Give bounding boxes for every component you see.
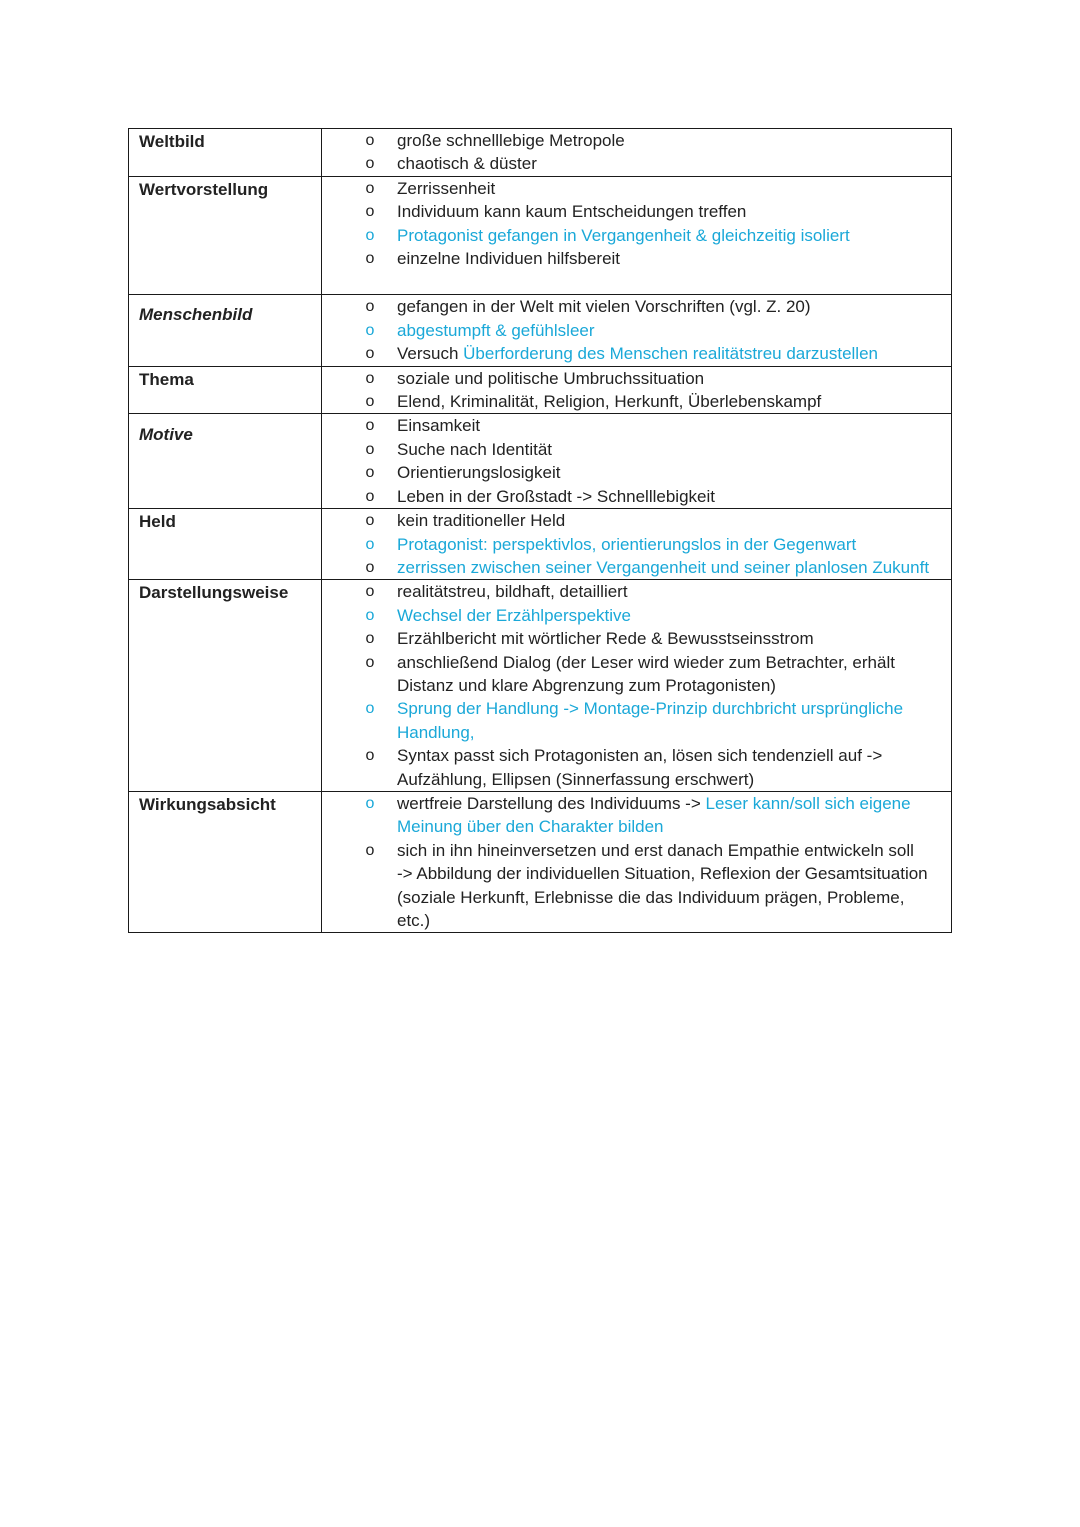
bullet-list [322,414,951,508]
bullet-circle-icon: o [365,155,375,173]
bullet-text: gefangen in der Welt mit vielen Vorschriften (vgl. Z. 20) [397,297,811,317]
bullet-circle-icon: o [365,369,375,387]
list-item [322,247,941,270]
row-label-cell [129,414,322,509]
list-item [322,744,941,791]
bullet-text: Orientierungslosigkeit [397,463,561,483]
bullet-list [322,367,951,414]
row-label-cell [129,129,322,177]
bullet-text: einzelne Individuen hilfsbereit [397,249,621,269]
table-row [129,295,952,366]
bullet-text: große schnelllebige Metropole [397,131,625,150]
row-label-cell [129,295,322,366]
row-label: Weltbild [139,132,205,151]
bullet-circle-icon: o [365,298,375,316]
row-content-cell [322,791,952,932]
list-item [322,580,941,603]
bullet-circle-icon: o [365,487,375,505]
bullet-list [322,580,951,791]
list-item [322,224,941,247]
table-row [129,414,952,509]
bullet-text: Einsamkeit [397,416,481,436]
bullet-text: Leben in der Großstadt -> Schnelllebigkeit [397,486,715,506]
bullet-circle-icon: o [365,535,375,553]
bullet-circle-icon: o [365,250,375,268]
row-label: Held [139,512,176,532]
bullet-text: anschließend Dialog (der Leser wird wieder zum Betrachter, erhält Distanz und klare Abgrenzung zum Protagonisten) [397,652,895,695]
row-content-cell [322,509,952,580]
row-label-cell [129,366,322,414]
bullet-circle-icon: o [365,345,375,363]
bullet-text: Zerrissenheit [397,178,496,198]
list-item [322,839,941,933]
bullet-circle-icon: o [365,321,375,339]
bullet-text: chaotisch & düster [397,154,537,174]
bullet-circle-icon: o [365,747,375,765]
row-content-cell [322,176,952,295]
bullet-text: -> Abbildung der individuellen Situation, Reflexion der Gesamtsituation (soziale Herkunft, Erlebnisse die das Individuum prägen, Probleme, etc.) [397,864,928,930]
list-item [322,697,941,744]
bullet-text: Versuch [397,344,464,364]
bullet-circle-icon: o [365,794,375,812]
bullet-text: Wechsel der Erzählperspektive [397,605,632,625]
bullet-text: kein traditioneller Held [397,511,566,531]
list-item [322,367,941,390]
table-row [129,366,952,414]
row-label: Menschenbild [139,305,253,325]
bullet-list [322,129,951,176]
bullet-text: Elend, Kriminalität, Religion, Herkunft, Überlebenskampf [397,392,822,412]
list-item [322,177,941,200]
table-row [129,580,952,792]
list-item [322,509,941,532]
bullet-circle-icon: o [365,653,375,671]
list-item [322,533,941,556]
bullet-text: sich in ihn hineinversetzen und erst danach Empathie entwickeln soll [397,840,914,860]
row-content-cell [322,366,952,414]
bullet-circle-icon: o [365,226,375,244]
row-label-cell [129,176,322,295]
row-content-cell [322,580,952,792]
bullet-circle-icon: o [365,512,375,530]
list-item [322,556,941,579]
bullet-list [322,792,951,932]
row-content-cell [322,129,952,177]
bullet-text: zerrissen zwischen seiner Vergangenheit und seiner planlosen Zukunft [397,557,930,577]
bullet-circle-icon: o [365,558,375,576]
bullet-circle-icon: o [365,700,375,718]
list-item [322,390,941,413]
row-label: Wertvorstellung [139,179,269,199]
row-content-cell [322,414,952,509]
bullet-circle-icon: o [365,583,375,601]
bullet-text: realitätstreu, bildhaft, detailliert [397,582,628,602]
bullet-circle-icon: o [365,393,375,411]
list-item [322,792,941,839]
list-item [322,319,941,342]
bullet-circle-icon: o [365,841,375,859]
list-item [322,414,941,437]
list-item [322,485,941,508]
row-label: Motive [139,425,193,445]
bullet-circle-icon: o [365,417,375,435]
bullet-circle-icon: o [365,203,375,221]
row-label: Thema [139,369,194,389]
bullet-circle-icon: o [365,132,375,149]
list-item [322,342,941,365]
bullet-list [322,509,951,579]
bullet-circle-icon: o [365,179,375,197]
table-row [129,791,952,932]
bullet-text: Protagonist: perspektivlos, orientierungslos in der Gegenwart [397,534,857,554]
bullet-text: Erzählbericht mit wörtlicher Rede & Bewusstseinsstrom [397,629,814,649]
row-label: Wirkungsabsicht [139,794,276,814]
bullet-text: soziale und politische Umbruchssituation [397,368,705,388]
list-item [322,604,941,627]
bullet-text: Leser kann/soll sich eigene Meinung über den Charakter bilden [397,793,911,837]
list-item [322,627,941,650]
list-item [322,295,941,318]
row-label-cell [129,509,322,580]
table-row [129,129,952,177]
list-item [322,461,941,484]
table-row [129,509,952,580]
bullet-text: Protagonist gefangen in Vergangenheit & gleichzeitig isoliert [397,225,850,245]
list-item [322,651,941,698]
table-row [129,176,952,295]
list-item [322,152,941,175]
list-item [322,129,941,152]
bullet-list [322,177,951,271]
bullet-circle-icon: o [365,606,375,624]
row-content-cell [322,295,952,366]
bullet-list [322,295,951,365]
bullet-text: Syntax passt sich Protagonisten an, lösen sich tendenziell auf -> Aufzählung, Ellipsen (Sinnerfassung erschwert) [397,746,883,789]
bullet-circle-icon: o [365,464,375,482]
row-label-cell [129,791,322,932]
bullet-text: Überforderung des Menschen realitätstreu darzustellen [463,344,878,364]
row-label: Darstellungsweise [139,583,289,603]
bullet-text: wertfreie Darstellung des Individuums -> [397,793,706,813]
row-label-cell [129,580,322,792]
bullet-text: Sprung der Handlung -> Montage-Prinzip durchbricht ursprüngliche Handlung, [397,699,904,742]
bullet-circle-icon: o [365,630,375,648]
list-item [322,438,941,461]
bullet-text: Suche nach Identität [397,439,553,459]
bullet-text: abgestumpft & gefühlsleer [397,320,595,340]
bullet-text: Individuum kann kaum Entscheidungen treffen [397,202,747,222]
list-item [322,200,941,223]
bullet-circle-icon: o [365,440,375,458]
epoch-characteristics-table [128,128,952,933]
